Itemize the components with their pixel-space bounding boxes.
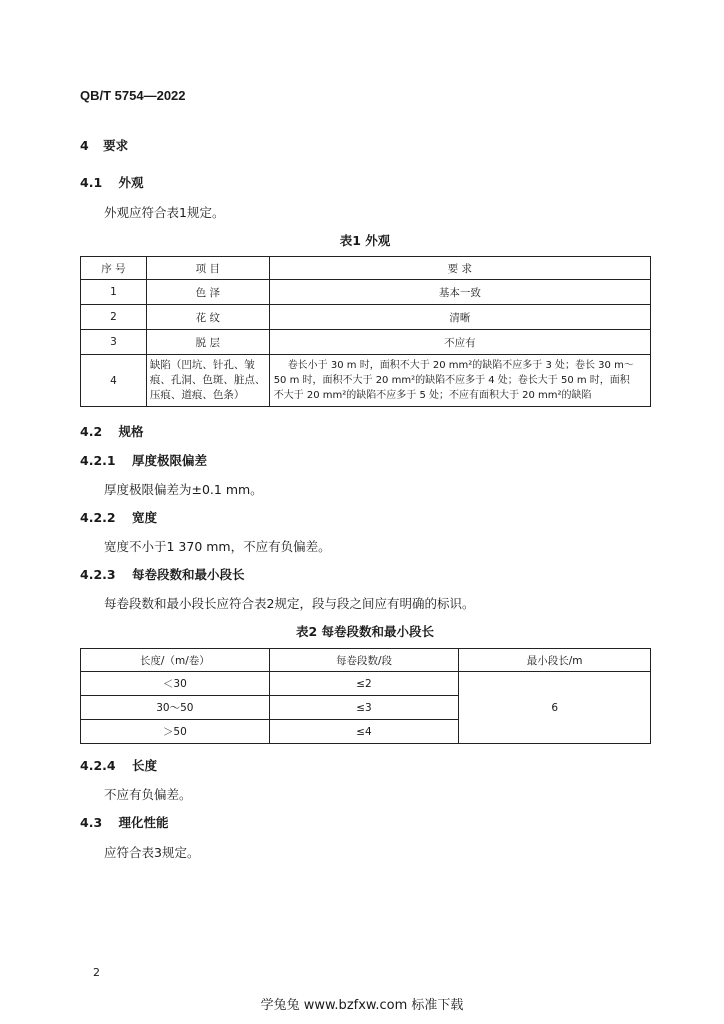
table-header-cell: 最小段长/m [459, 649, 651, 672]
table-cell: ≤4 [269, 720, 459, 744]
cell-line: 缺陷（凹坑、针孔、皱 [149, 359, 255, 371]
table-header-cell: 要 求 [269, 257, 650, 280]
section-4-3-body: 应符合表3规定。 [104, 845, 200, 860]
table-cell: 4 [81, 355, 147, 407]
table-header-cell: 项 目 [146, 257, 269, 280]
section-title: 长度 [131, 758, 157, 773]
section-4-heading [80, 136, 128, 154]
table-cell: 1 [81, 280, 147, 305]
section-number: 4.2 [80, 424, 103, 439]
table2-caption: 表2 每卷段数和最小段长 [295, 624, 435, 639]
cell-line: 50 m 时，面积不大于 20 mm²的缺陷不应多于 4 处；卷长大于 50 m 时，面积 [273, 375, 630, 386]
section-title: 规格 [118, 424, 144, 439]
table-row [81, 672, 651, 696]
table-cell: ＞50 [81, 720, 270, 744]
section-4-3-heading [80, 813, 169, 831]
section-title: 厚度极限偏差 [131, 453, 207, 468]
table-header-cell: 长度/（m/卷） [81, 649, 270, 672]
section-title: 宽度 [131, 510, 157, 525]
table-cell: ≤3 [269, 696, 459, 720]
table-header-cell: 每卷段数/段 [269, 649, 459, 672]
cell-line: 不大于 20 mm²的缺陷不应多于 5 处；不应有面积大于 20 mm²的缺陷 [273, 390, 592, 401]
table-cell: 花 纹 [146, 305, 269, 330]
page-number: 2 [93, 966, 100, 979]
section-4-2-4-body: 不应有负偏差。 [104, 787, 192, 802]
section-4-2-2-heading [80, 508, 157, 526]
table-cell: 2 [81, 305, 147, 330]
section-number: 4.1 [80, 175, 103, 190]
table-cell: 6 [459, 672, 651, 744]
table-header-row [81, 649, 651, 672]
section-4-2-3-body: 每卷段数和最小段长应符合表2规定，段与段之间应有明确的标识。 [104, 596, 475, 611]
cell-line: 卷长小于 30 m 时，面积不大于 20 mm²的缺陷不应多于 3 处；卷长 30 m～ [287, 360, 634, 371]
table-header-row [81, 257, 651, 280]
table-row [81, 305, 651, 330]
table-cell [269, 355, 650, 407]
section-title: 每卷段数和最小段长 [131, 567, 245, 582]
section-title: 理化性能 [118, 815, 169, 830]
table-cell: ＜30 [81, 672, 270, 696]
table1-caption: 表1 外观 [339, 233, 391, 248]
table-row [81, 280, 651, 305]
section-4-2-4-heading [80, 756, 157, 774]
table-cell: 不应有 [269, 330, 650, 355]
table-cell: 清晰 [269, 305, 650, 330]
table-cell [146, 355, 269, 407]
table-row [81, 355, 651, 407]
section-title: 要求 [103, 138, 129, 153]
table-header-cell: 序 号 [81, 257, 147, 280]
table-row [81, 330, 651, 355]
table-cell: 色 泽 [146, 280, 269, 305]
section-title: 外观 [118, 175, 144, 190]
section-number: 4.3 [80, 815, 103, 830]
cell-line: 痕、孔洞、色斑、脏点、 [149, 374, 266, 386]
section-4-1-heading [80, 173, 144, 191]
table-cell: 基本一致 [269, 280, 650, 305]
section-4-2-2-body: 宽度不小于1 370 mm，不应有负偏差。 [104, 539, 331, 554]
standard-code: QB/T 5754—2022 [80, 88, 186, 103]
table-cell: ≤2 [269, 672, 459, 696]
section-4-2-1-body: 厚度极限偏差为±0.1 mm。 [104, 482, 263, 497]
table-cell: 30～50 [81, 696, 270, 720]
table-cell: 3 [81, 330, 147, 355]
section-number: 4.2.1 [80, 453, 116, 468]
section-4-1-body: 外观应符合表1规定。 [104, 205, 225, 220]
section-number: 4 [80, 138, 89, 153]
section-4-2-3-heading [80, 565, 244, 583]
table2 [80, 648, 651, 744]
section-number: 4.2.2 [80, 510, 116, 525]
table1 [80, 256, 651, 407]
section-number: 4.2.4 [80, 758, 116, 773]
watermark-text: 学兔兔 www.bzfxw.com 标准下载 [260, 998, 464, 1013]
table-cell: 脱 层 [146, 330, 269, 355]
section-4-2-heading [80, 422, 144, 440]
section-4-2-1-heading [80, 451, 207, 469]
section-number: 4.2.3 [80, 567, 116, 582]
cell-line: 压痕、道痕、色条） [149, 389, 245, 401]
